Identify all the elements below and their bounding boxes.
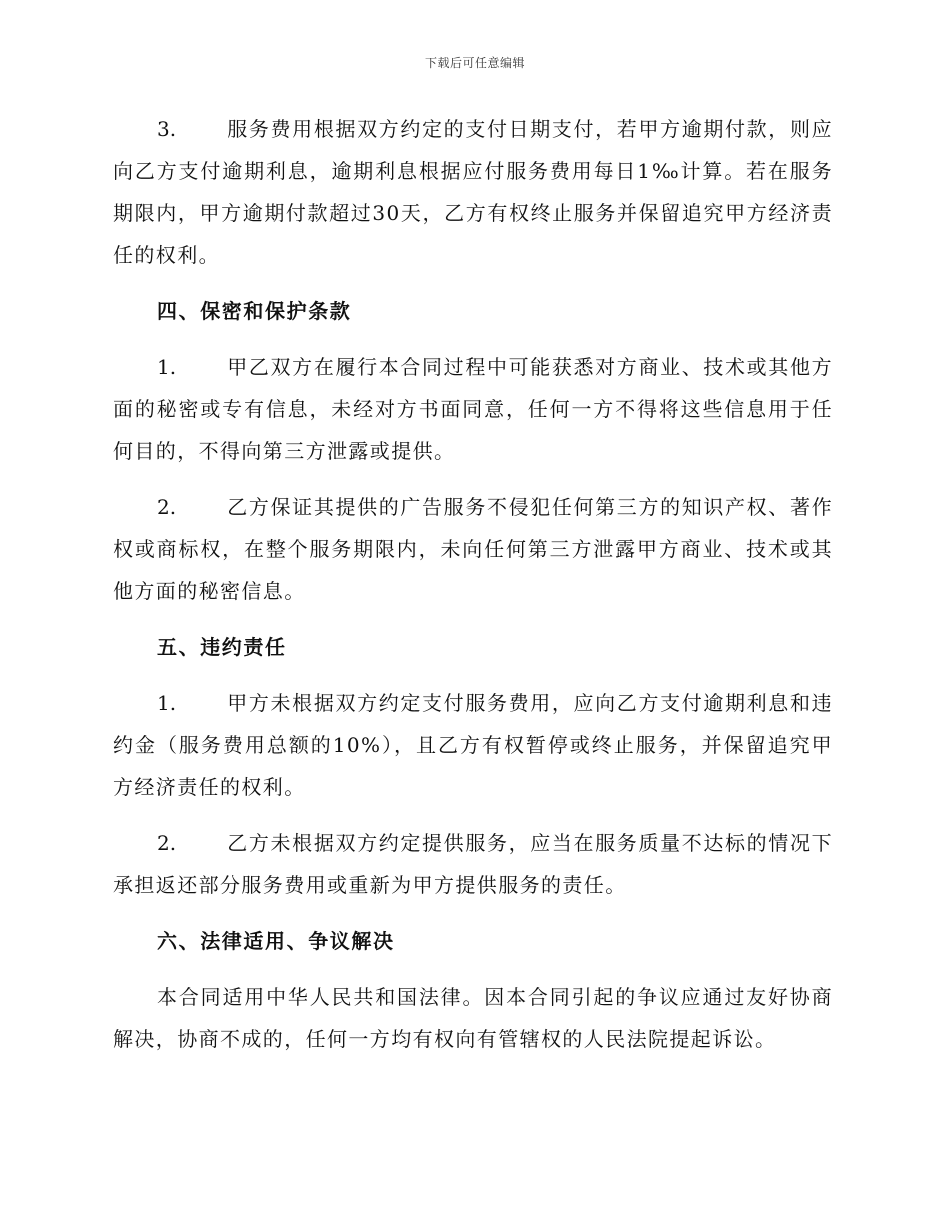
clause-text: 服务费用根据双方约定的支付日期支付，若甲方逾期付款，则应向乙方支付逾期利息，逾期利息根据应付服务费用每日1‰计算。若在服务期限内，甲方逾期付款超过30天，乙方有权终止服务并保留追究甲方经济责任的权利。 <box>113 117 833 267</box>
clause-3-paragraph <box>113 108 833 276</box>
clause-text: 甲乙双方在履行本合同过程中可能获悉对方商业、技术或其他方面的秘密或专有信息，未经对方书面同意，任何一方不得将这些信息用于任何目的，不得向第三方泄露或提供。 <box>113 355 833 463</box>
clause-number: 3. <box>157 117 177 141</box>
section-5-item-1 <box>113 682 833 808</box>
clause-text: 乙方未根据双方约定提供服务，应当在服务质量不达标的情况下承担返还部分服务费用或重新为甲方提供服务的责任。 <box>113 831 833 897</box>
clause-text: 甲方未根据双方约定支付服务费用，应向乙方支付逾期利息和违约金（服务费用总额的10%），且乙方有权暂停或终止服务，并保留追究甲方经济责任的权利。 <box>113 691 833 799</box>
clause-number: 1. <box>157 691 177 715</box>
document-body <box>113 108 833 1060</box>
section-4-item-1 <box>113 346 833 472</box>
clause-number: 1. <box>157 355 177 379</box>
section-4-item-2 <box>113 486 833 612</box>
section-5-heading: 五、违约责任 <box>157 635 287 659</box>
section-4-heading: 四、保密和保护条款 <box>157 299 352 323</box>
header-note: 下载后可任意编辑 <box>424 56 525 70</box>
section-5-item-2 <box>113 822 833 906</box>
clause-number: 2. <box>157 831 177 855</box>
clause-text: 乙方保证其提供的广告服务不侵犯任何第三方的知识产权、著作权或商标权，在整个服务期限内，未向任何第三方泄露甲方商业、技术或其他方面的秘密信息。 <box>113 495 833 603</box>
section-6-paragraph: 本合同适用中华人民共和国法律。因本合同引起的争议应通过友好协商解决，协商不成的，任何一方均有权向有管辖权的人民法院提起诉讼。 <box>113 985 833 1051</box>
section-6-heading: 六、法律适用、争议解决 <box>157 929 395 953</box>
clause-number: 2. <box>157 495 177 519</box>
